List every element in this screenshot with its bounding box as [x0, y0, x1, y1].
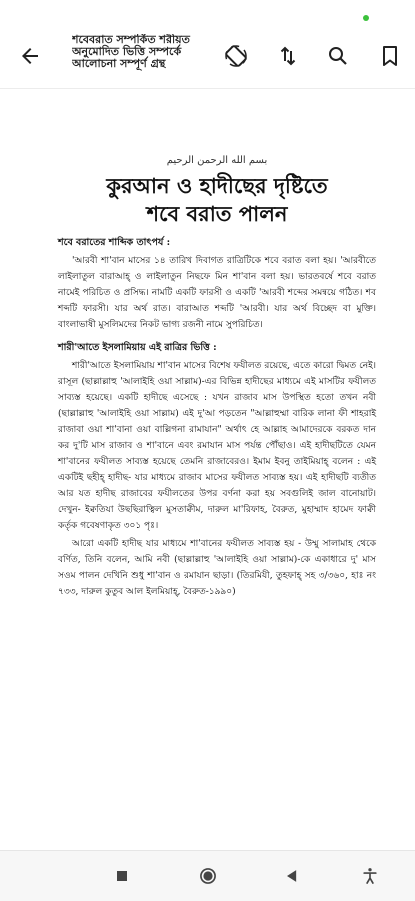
document-page[interactable]	[0, 89, 415, 849]
paragraph-2: শারী'আতে ইসলামিয়ায় শা'বান মাসের বিশেষ ফযীলত রয়েছে, এতে কারো দ্বিমত নেই। রাসূল (ছাল্লাল্লাহু 'আলাইহি ওয়া সাল্লাম)-এর বিভিন্ন হাদীছের মাধ্যমে এই মাসটির ফযীলত সাব্যস্ত হয়েছে। একটি হাদীছে এসেছে : যখন রাজাব মাস উপস্থিত হতো তখন নবী (ছাল্লাল্লাহু 'আলাইহি ওয়া সাল্লাম) এই দু'আ পড়তেন "আল্লাহুম্মা বারিক লানা ফী শাহরাই রাজাবা ওয়া শা'বানা ওয়া বাল্লিগনা রামাযান" অর্থাৎ হে আল্লাহ আমাদেরকে বরকত দান কর দু'টি মাস রাজাব ও শা'বানে এবং রমাযান মাস পর্যন্ত পৌঁছাও। এই হাদীছটিতে যেমন শা'বানের ফযীলত সাব্যস্ত হয়েছে তেমনি রাজাবেরও। ইমাম ইবনু তাইমিয়াহ্ বলেন : এই একটিই ছহীহ্ হাদীছ- যার মাধ্যমে রাজাব মাসের ফযীলত সাব্যস্ত হয়। এই হাদীছটি ব্যতীত আর যত হাদীছ রাজাবের ফযীলতের উপর বর্ণনা করা হয় সবগুলিই জাল বানোয়াট। দেখুন- ইক্বতিযা উছছিরাত্বিল মুসতাক্বীম, দারুল মা'রিফাহ, বৈরুত, মুহাম্মাদ হামেদ ফাক্বী কর্তৃক গবেষণাকৃত ৩০১ পৃঃ।	[58, 361, 376, 531]
home-button[interactable]	[196, 864, 220, 888]
swap-vertical-icon	[276, 44, 300, 68]
page-content	[58, 155, 376, 602]
paragraph-3: আরো একটি হাদীছ যার মাধ্যমে শা'বানের ফযীলত সাব্যস্ত হয় - উম্মু সালামাহ থেকে বর্ণিত, তিনি বলেন, আমি নবী (ছাল্লাল্লাহু 'আলাইহি ওয়া সাল্লাম)-কে একাধারে দু' মাস সওম পালন দেখিনি শুধু শা'বান ও রমাযান ছাড়া। (তিরমিযী, তুহফাহ্ সহ ৩/৩৬০, হাঃ নং ৭৩৩, দারুল কুতুব আল ইলমিয়াহ্, বৈরুত-১৯৯০)	[58, 539, 376, 597]
doc-title-line-2: শবে বরাত পালন	[146, 201, 288, 226]
paragraph-1: 'আরবী শা'বান মাসের ১৪ তারিখ দিবাগত রাত্রিটিকে শবে বরাত বলা হয়। 'আরবীতে লাইলাতুল বারাআহ্ ও লাইলাতুন নিছফে মিন শা'বান বলা হয়। ভারতবর্ষে শবে বরাত নামেই পরিচিত ও প্রসিদ্ধ। নামটি একটি ফারসী ও একটি 'আরবী শব্দের সমন্বয়ে গঠিত। শব শব্দটি ফারসী। যার অর্থ রাত। বারাআত শব্দটি 'আরবী। যার অর্থ বিচ্ছেদ বা মুক্তি। বাংলাভাষী মুসলিমদের নিকট ভাগ্য রজনী নামে সুপরিচিত।	[58, 256, 376, 330]
status-bar	[0, 0, 415, 26]
screen-rotation-icon	[224, 44, 248, 68]
bookmark-button[interactable]	[372, 38, 408, 74]
section-heading-1: শবে বরাতের শাব্দিক তাৎপর্য :	[58, 237, 171, 248]
document-title-text: শবেবরাত সম্পর্কিত শরীয়ত অনুমোদিত ভিত্তি সম্পর্কে আলোচনা সম্পূর্ণ গ্রন্থ	[72, 34, 190, 70]
sort-button[interactable]	[270, 38, 306, 74]
nav-back-button[interactable]	[280, 864, 304, 888]
accessibility-icon	[360, 866, 380, 886]
square-icon	[112, 866, 132, 886]
bismillah-text: بسم الله الرحمن الرحيم	[166, 155, 268, 166]
doc-title-line-1: কুরআন ও হাদীছের দৃষ্টিতে	[106, 173, 328, 198]
back-button[interactable]	[12, 38, 48, 74]
accessibility-button[interactable]	[358, 864, 382, 888]
rotate-button[interactable]	[218, 38, 254, 74]
toolbar	[0, 26, 415, 89]
search-button[interactable]	[320, 38, 356, 74]
section-heading-2: শারী'আতে ইসলামিয়ায় এই রাত্রির ভিত্তি :	[58, 342, 217, 353]
system-navigation-bar	[0, 850, 415, 901]
arrow-left-icon	[18, 44, 42, 68]
recent-apps-button[interactable]	[110, 864, 134, 888]
circle-icon	[198, 866, 218, 886]
bookmark-icon	[378, 44, 402, 68]
triangle-back-icon	[282, 866, 302, 886]
notification-dot	[363, 15, 369, 21]
search-icon	[326, 44, 350, 68]
document-title[interactable]	[72, 34, 212, 82]
